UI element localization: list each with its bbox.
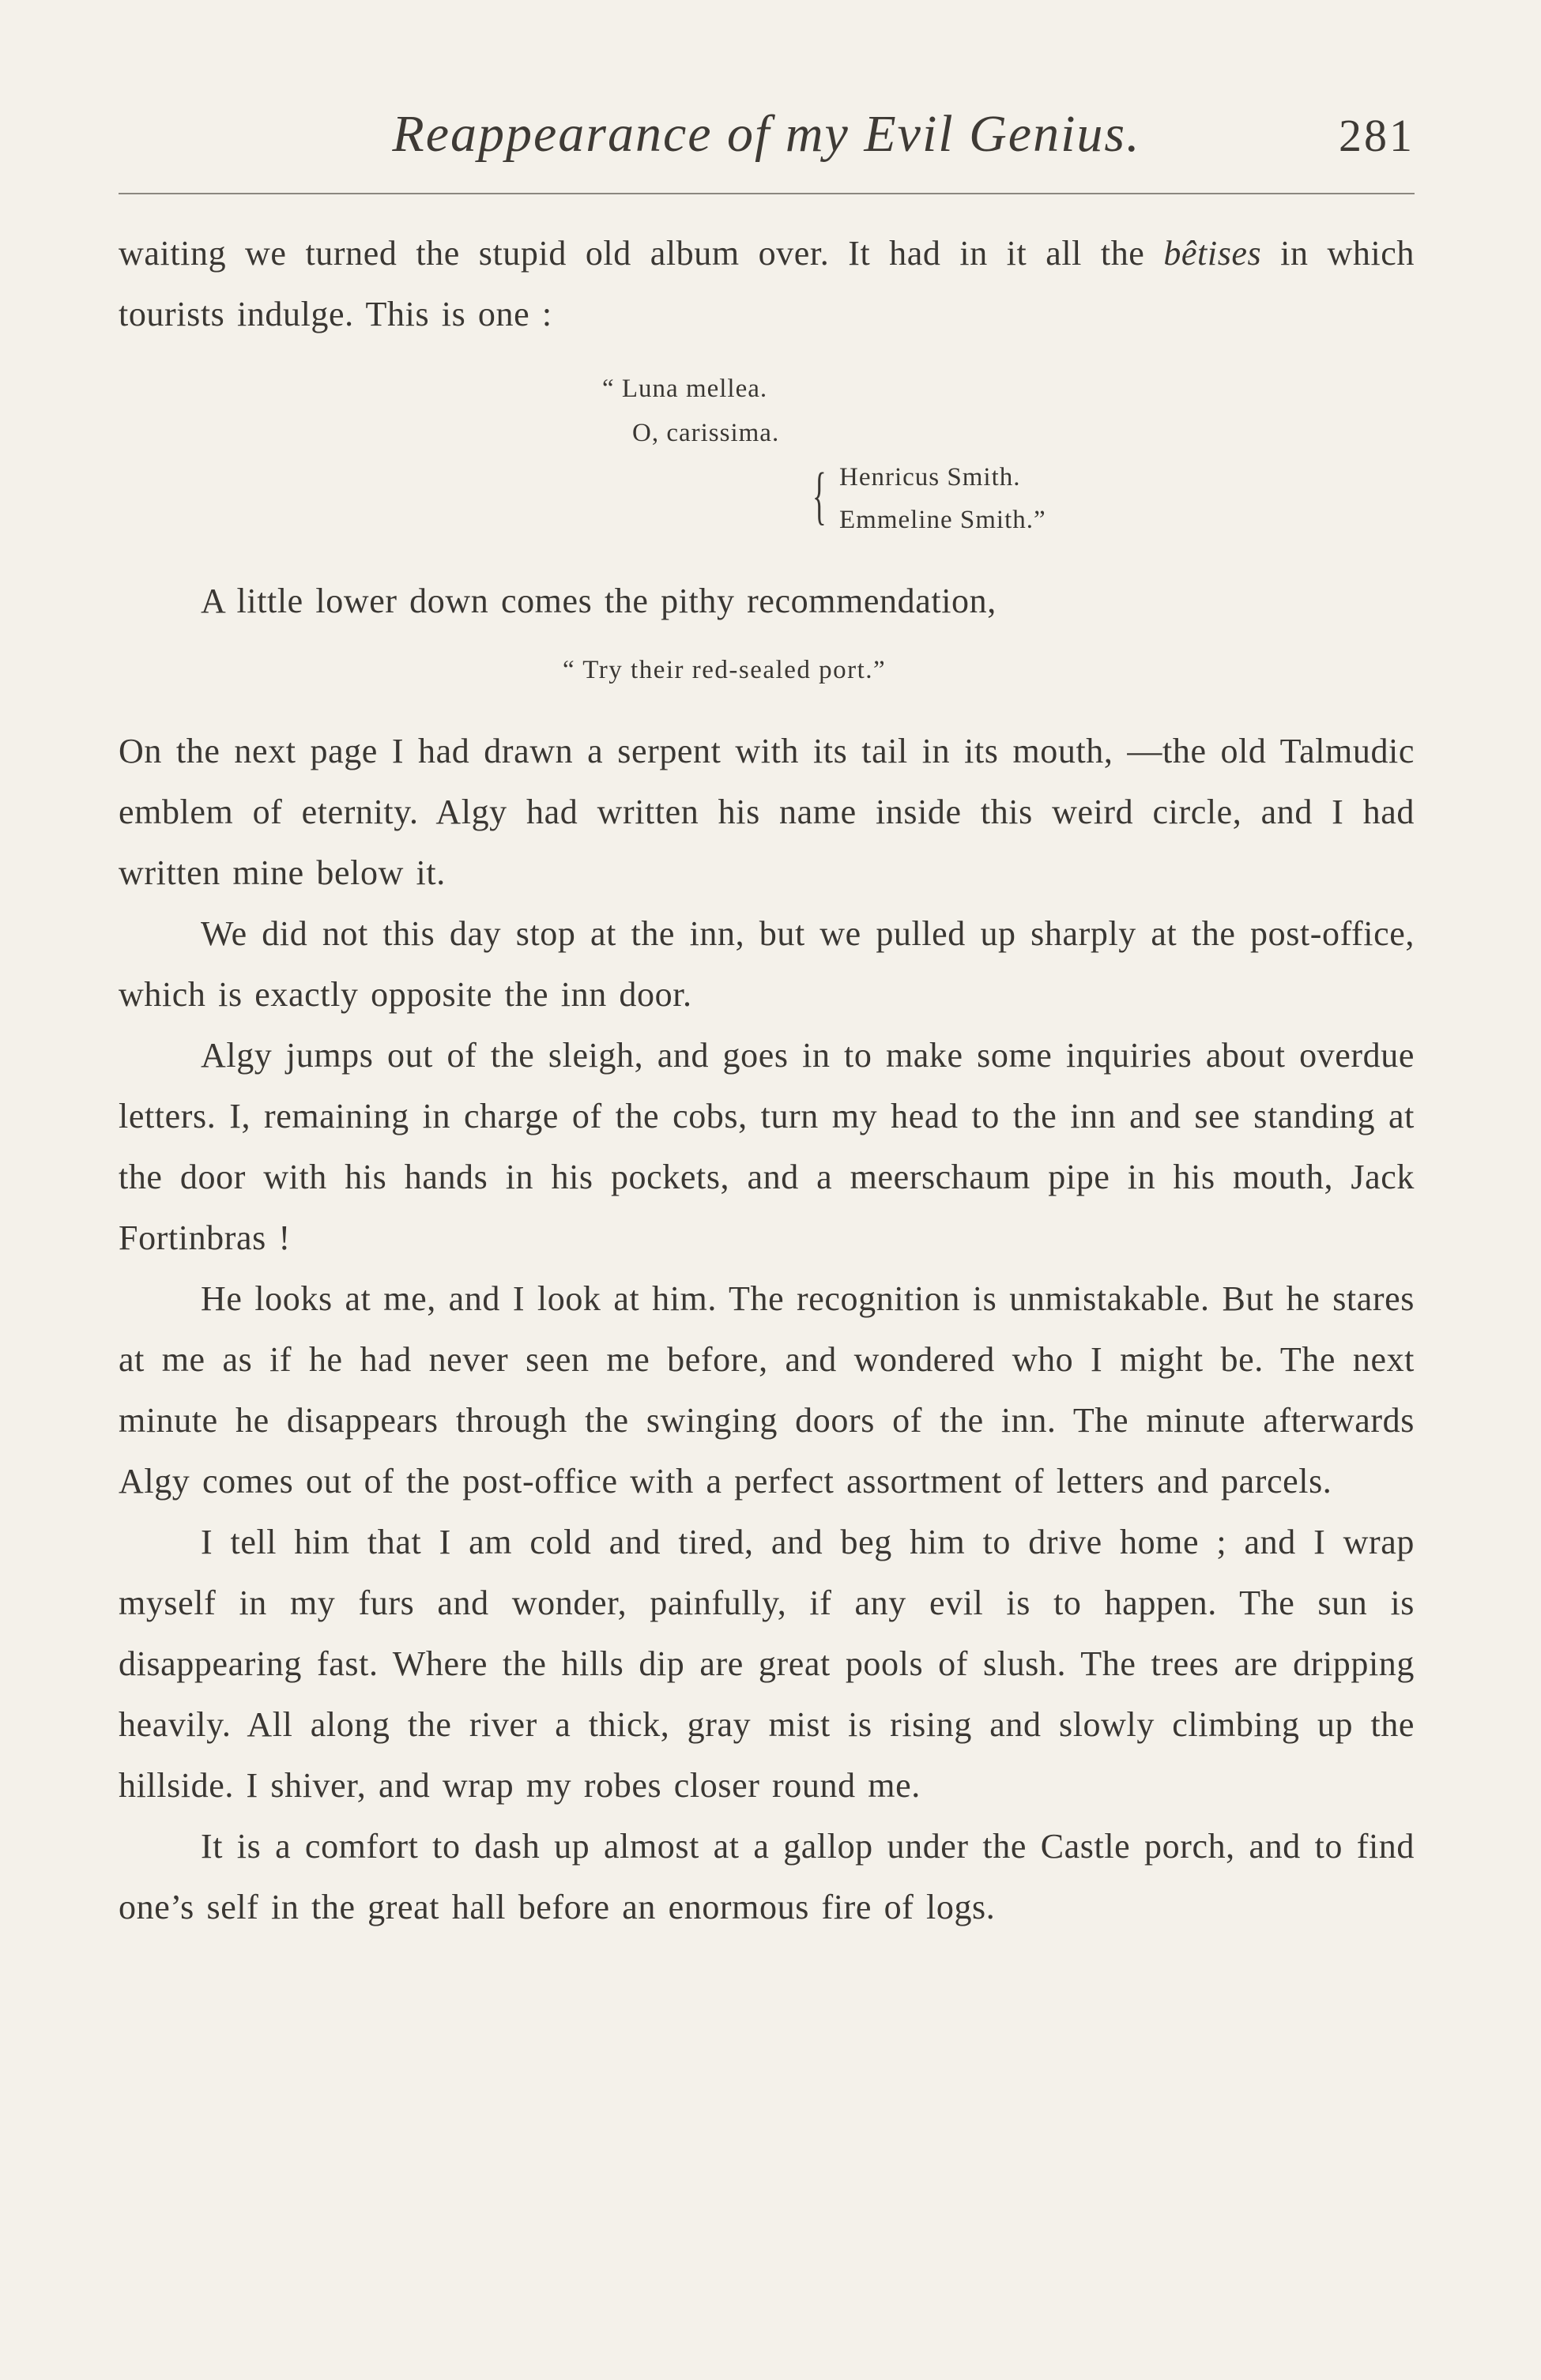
paragraph-post-office: We did not this day stop at the inn, but we pulled up sharply at the post-office, which is exactly opposite the inn door. <box>119 914 1415 1014</box>
body-text-middle <box>119 571 1415 631</box>
paragraph-recognition: He looks at me, and I look at him. The recognition is unmistakable. But he stares at me as if he had never seen me before, and wondered who I might be. The next minute he disappears through the swinging doors of the inn. The minute afterwards Algy comes out of the post-office with a perfect assortment of letters and parcels. <box>119 1279 1415 1501</box>
paragraph-serpent: On the next page I had drawn a serpent with its tail in its mouth, —the old Talmudic emblem of eternity. Algy had written his name inside this weird circle, and I had written mine below it. <box>119 732 1415 892</box>
verse-line-1: “ Luna mellea. <box>602 375 768 403</box>
paragraph-castle: It is a comfort to dash up almost at a gallop under the Castle porch, and to find one’s self in the great hall before an enormous fire of logs. <box>119 1827 1415 1926</box>
paragraph-drive-home: I tell him that I am cold and tired, and beg him to drive home ; and I wrap myself in my furs and wonder, painfully, if any evil is to happen. The sun is disappearing fast. Where the hills dip are great pools of slush. The trees are dripping heavily. All along the river a thick, gray mist is rising and slowly climbing up the hillside. I shiver, and wrap my robes closer round me. <box>119 1523 1415 1805</box>
opening-text-after: in which tourists indulge. This is one : <box>119 234 1415 333</box>
page-number: 281 <box>1339 110 1415 161</box>
signature-2: Emmeline Smith.” <box>839 506 1046 534</box>
paragraph-opening <box>119 223 1415 345</box>
signature-1: Henricus Smith. <box>839 463 1021 491</box>
page-header <box>119 104 1415 175</box>
header-rule <box>119 193 1415 194</box>
body-text-main <box>119 721 1415 1938</box>
body-text <box>119 223 1415 345</box>
running-title: Reappearance of my Evil Genius. <box>392 105 1141 163</box>
paragraph-algy-jumps: Algy jumps out of the sleigh, and goes in to make some inquiries about overdue letters. I, remaining in charge of the cobs, turn my head to the inn and see standing at the door with his hands in his pockets, and a meerschaum pipe in his mouth, Jack Fortinbras ! <box>119 1036 1415 1257</box>
verse-line-2: O, carissima. <box>632 419 780 447</box>
italic-word: bêtises <box>1163 234 1262 273</box>
opening-text-before: waiting we turned the stupid old album over. It had in it all the <box>119 234 1164 273</box>
signature-brace: { <box>812 459 827 531</box>
paragraph-recommendation: A little lower down comes the pithy recommendation, <box>201 582 997 620</box>
quote-line: “ Try their red-sealed port.” <box>563 656 887 684</box>
